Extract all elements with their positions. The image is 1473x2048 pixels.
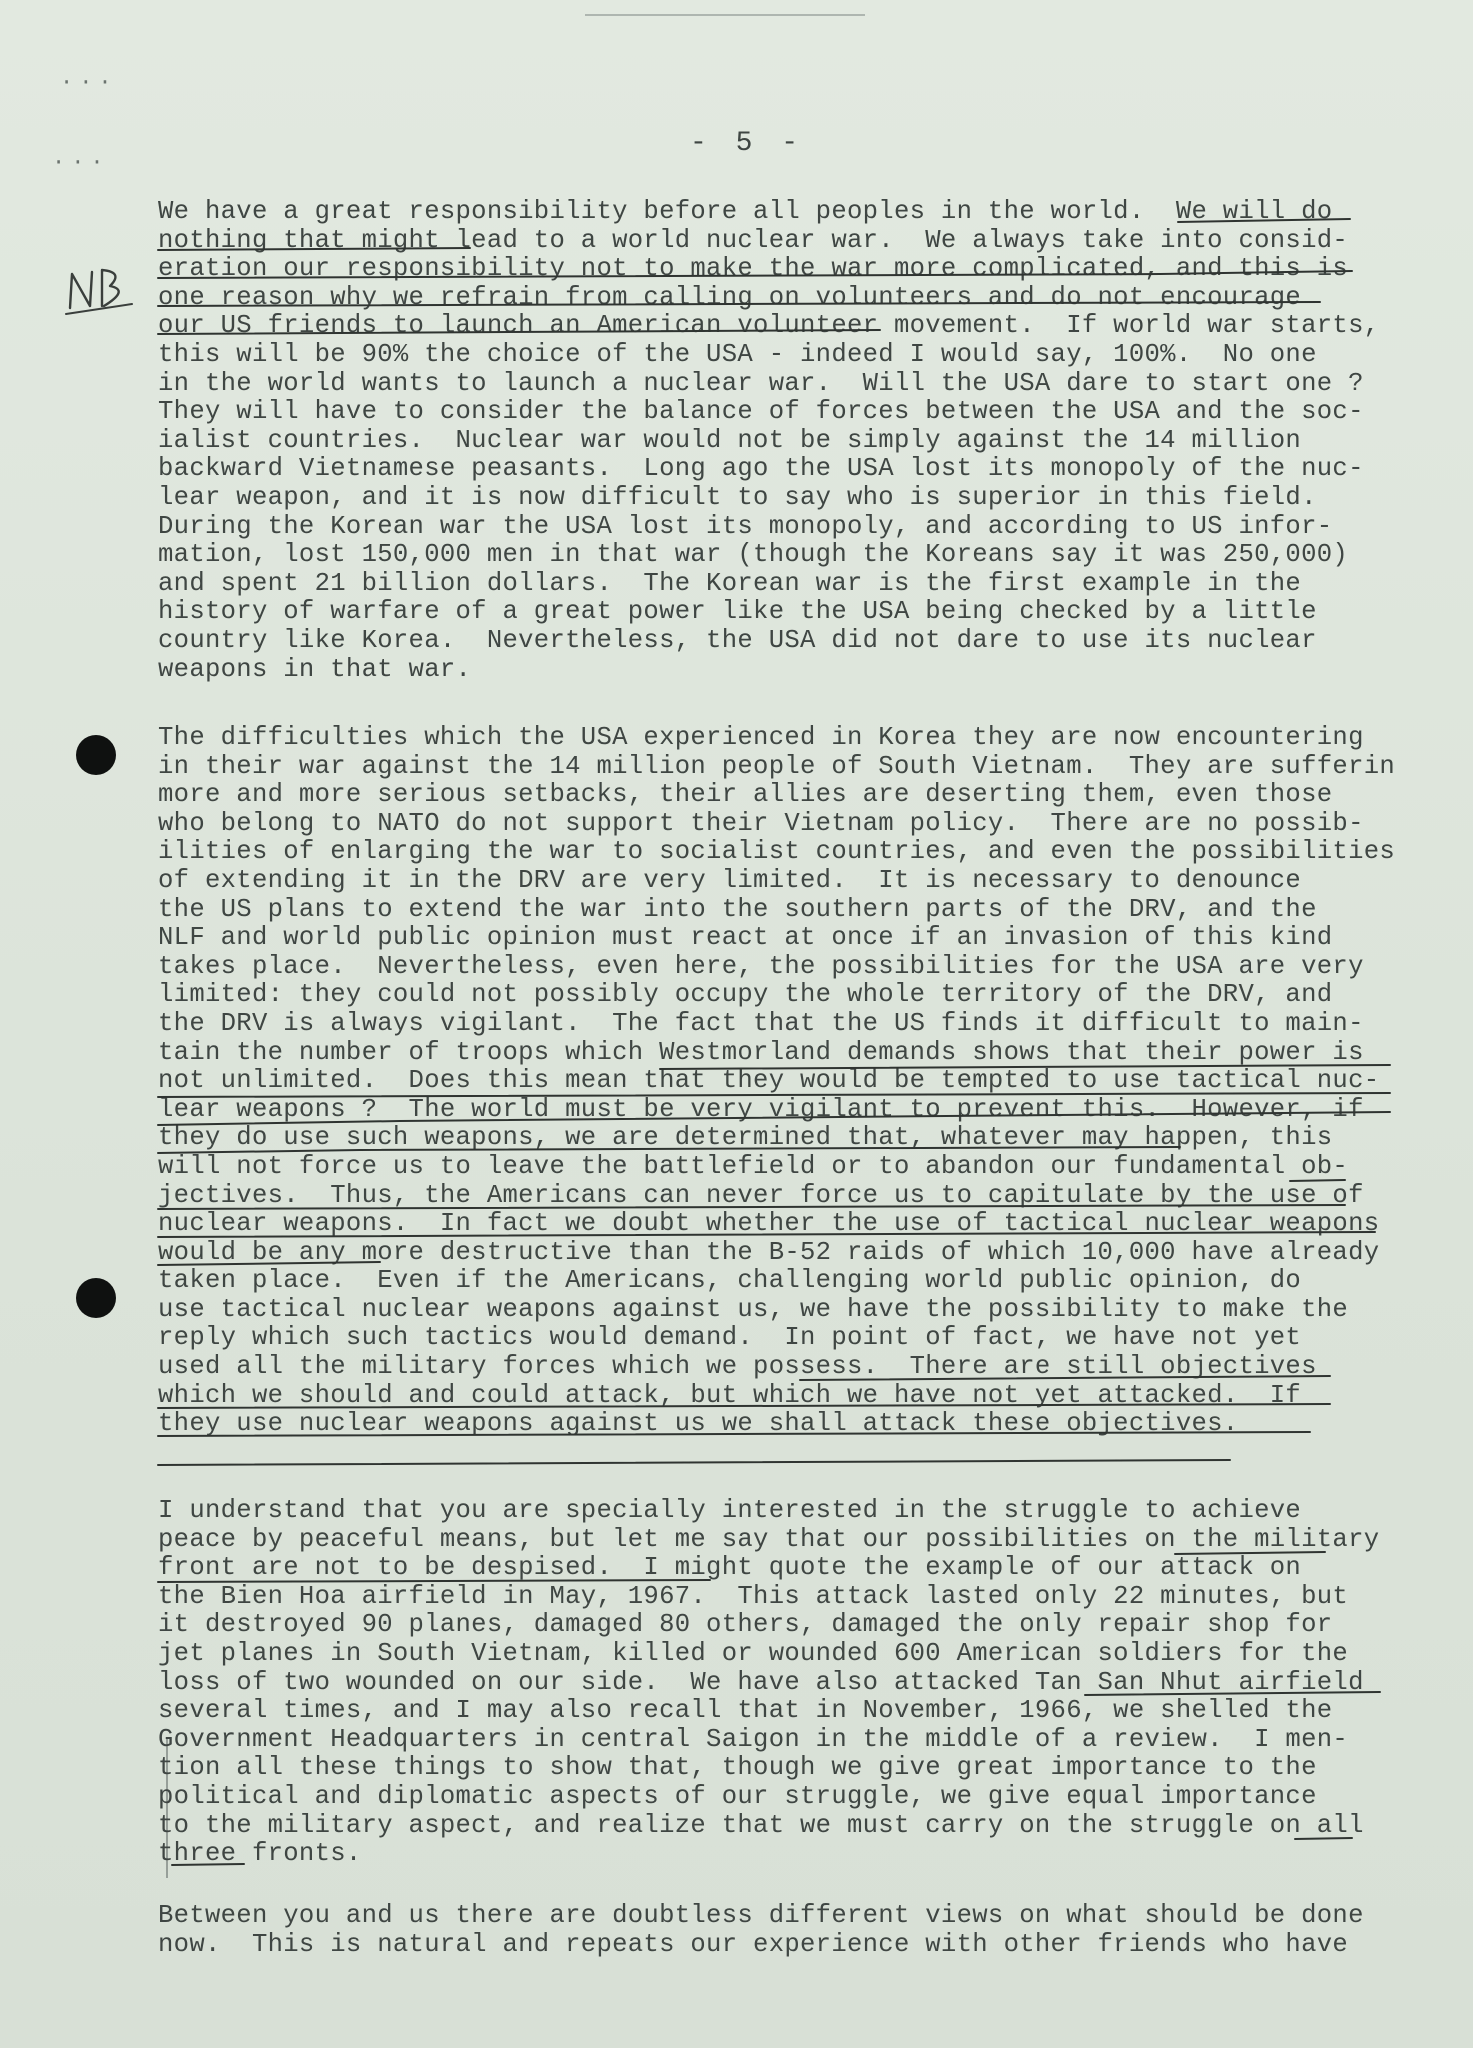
text-line: peace by peaceful means, but let me say that our possibilities on the military [158, 1524, 1380, 1554]
text-line: tain the number of troops which Westmorland demands shows that their power is [158, 1037, 1364, 1067]
margin-specks: ··· [60, 70, 118, 95]
text-line: the DRV is always vigilant. The fact that the US finds it difficult to main- [158, 1008, 1364, 1038]
text-line: political and diplomatic aspects of our struggle, we give equal importance [158, 1781, 1317, 1811]
text-line: several times, and I may also recall that in November, 1966, we shelled the [158, 1696, 1333, 1726]
text-line: and spent 21 billion dollars. The Korean war is the first example in the [158, 568, 1302, 598]
text-line: it destroyed 90 planes, damaged 80 others, damaged the only repair shop for [158, 1610, 1333, 1640]
text-line: use tactical nuclear weapons against us, we have the possibility to make the [158, 1294, 1349, 1324]
text-line: the US plans to extend the war into the southern parts of the DRV, and the [158, 894, 1317, 924]
paragraph-2 [158, 724, 1408, 1439]
paragraph-3 [158, 1497, 1408, 1869]
text-line: in their war against the 14 million people of South Vietnam. They are sufferin [158, 751, 1396, 781]
text-line: backward Vietnamese peasants. Long ago the USA lost its monopoly of the nuc- [158, 454, 1364, 484]
text-line: they do use such weapons, we are determined that, whatever may happen, this [158, 1123, 1333, 1153]
text-line: Government Headquarters in central Saigon in the middle of a review. I men- [158, 1724, 1349, 1754]
text-line: limited: they could not possibly occupy the whole territory of the DRV, and [158, 980, 1333, 1010]
text-line: one reason why we refrain from calling on volunteers and do not encourage [158, 282, 1302, 312]
page-number: - 5 - [690, 128, 805, 159]
text-line: which we should and could attack, but which we have not yet attacked. If [158, 1380, 1302, 1410]
text-line: now. This is natural and repeats our experience with other friends who have [158, 1929, 1349, 1959]
text-line: nuclear weapons. In fact we doubt whether the use of tactical nuclear weapons [158, 1209, 1380, 1239]
top-edge-line [585, 14, 865, 16]
text-line: history of warfare of a great power like the USA being checked by a little [158, 597, 1317, 627]
punch-hole [76, 735, 116, 775]
text-line: I understand that you are specially interested in the struggle to achieve [158, 1496, 1302, 1525]
text-line: We have a great responsibility before all peoples in the world. We will do [158, 197, 1333, 226]
paragraph-1 [158, 198, 1408, 684]
text-line: this will be 90% the choice of the USA - indeed I would say, 100%. No one [158, 339, 1317, 369]
text-line: not unlimited. Does this mean that they would be tempted to use tactical nuc- [158, 1066, 1380, 1096]
text-line: country like Korea. Nevertheless, the USA did not dare to use its nuclear [158, 625, 1317, 655]
margin-specks: ··· [52, 150, 110, 175]
text-line: tion all these things to show that, though we give great importance to the [158, 1753, 1317, 1783]
text-line: taken place. Even if the Americans, challenging world public opinion, do [158, 1266, 1302, 1296]
text-line: lear weapons ? The world must be very vigilant to prevent this. However, if [158, 1094, 1364, 1124]
paragraph-4 [158, 1902, 1408, 1959]
text-line: ialist countries. Nuclear war would not be simply against the 14 million [158, 425, 1302, 455]
text-line: ilities of enlarging the war to socialist countries, and even the possibilities [158, 837, 1396, 867]
text-line: During the Korean war the USA lost its monopoly, and according to US infor- [158, 511, 1333, 541]
text-line: will not force us to leave the battlefield or to abandon our fundamental ob- [158, 1151, 1349, 1181]
text-line: who belong to NATO do not support their Vietnam policy. There are no possib- [158, 808, 1364, 838]
text-line: reply which such tactics would demand. In point of fact, we have not yet [158, 1323, 1302, 1353]
text-line: nothing that might lead to a world nuclear war. We always take into consid- [158, 225, 1349, 255]
text-line: the Bien Hoa airfield in May, 1967. This attack lasted only 22 minutes, but [158, 1581, 1349, 1611]
punch-hole [76, 1278, 116, 1318]
text-line: They will have to consider the balance of forces between the USA and the soc- [158, 397, 1364, 427]
text-line: front are not to be despised. I might quote the example of our attack on [158, 1553, 1302, 1583]
text-line: loss of two wounded on our side. We have also attacked Tan San Nhut airfield [158, 1667, 1364, 1697]
text-line: lear weapon, and it is now difficult to say who is superior in this field. [158, 482, 1317, 512]
text-line: Between you and us there are doubtless different views on what should be done [158, 1901, 1364, 1930]
text-line: jectives. Thus, the Americans can never force us to capitulate by the use of [158, 1180, 1364, 1210]
text-line: more and more serious setbacks, their allies are deserting them, even those [158, 780, 1333, 810]
text-line: used all the military forces which we possess. There are still objectives [158, 1352, 1317, 1382]
text-line: mation, lost 150,000 men in that war (though the Koreans say it was 250,000) [158, 540, 1349, 570]
text-line: weapons in that war. [158, 654, 472, 684]
text-line: eration our responsibility not to make the war more complicated, and this is [158, 254, 1349, 284]
text-line: takes place. Nevertheless, even here, the possibilities for the USA are very [158, 951, 1364, 981]
text-line: three fronts. [158, 1839, 362, 1869]
handwritten-nb-note [62, 260, 142, 320]
text-line: our US friends to launch an American volunteer movement. If world war starts, [158, 311, 1380, 341]
text-line: to the military aspect, and realize that we must carry on the struggle on all [158, 1810, 1364, 1840]
text-line: they use nuclear weapons against us we shall attack these objectives. [158, 1409, 1239, 1439]
text-line: of extending it in the DRV are very limited. It is necessary to denounce [158, 865, 1302, 895]
text-line: The difficulties which the USA experienced in Korea they are now encountering [158, 723, 1364, 752]
text-line: in the world wants to launch a nuclear war. Will the USA dare to start one ? [158, 368, 1364, 398]
text-line: jet planes in South Vietnam, killed or wounded 600 American soldiers for the [158, 1638, 1349, 1668]
text-line: would be any more destructive than the B-52 raids of which 10,000 have already [158, 1237, 1380, 1267]
text-line: NLF and world public opinion must react at once if an invasion of this kind [158, 923, 1333, 953]
